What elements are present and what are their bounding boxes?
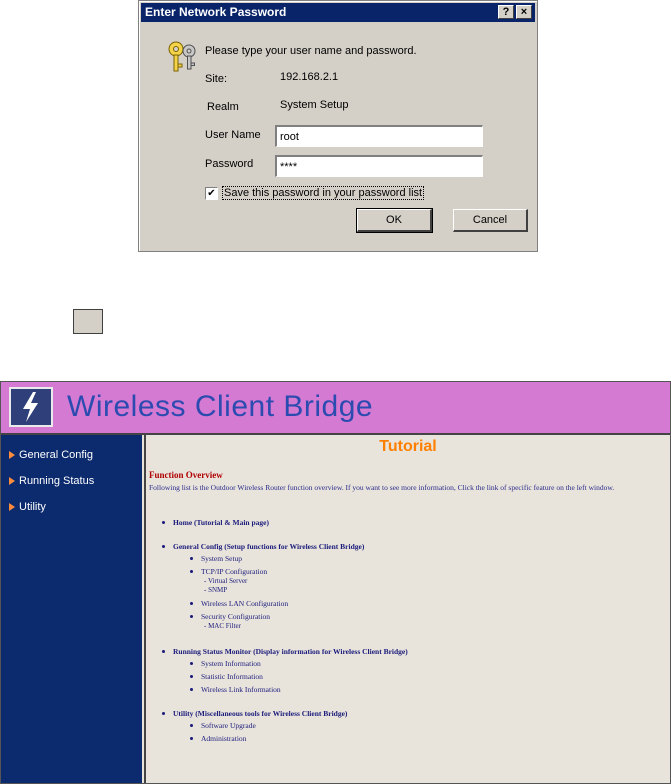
router-web-page — [0, 381, 671, 784]
lightning-logo-icon — [9, 387, 53, 427]
cancel-button[interactable]: Cancel — [453, 209, 528, 232]
site-label: Site: — [205, 73, 228, 85]
bullet-icon — [190, 602, 193, 605]
link-security-config[interactable] — [190, 612, 270, 621]
bullet-icon — [162, 521, 165, 524]
sidebar-item-label: General Config — [19, 449, 93, 461]
function-overview-description: Following list is the Outdoor Wireless Router function overview. If you want to see more information, Click the link of specific feature on the left window. — [149, 483, 615, 492]
gray-box — [73, 309, 103, 334]
link-administration[interactable] — [190, 734, 246, 743]
brand-title: Wireless Client Bridge — [67, 390, 374, 423]
link-text: System Information — [201, 659, 261, 668]
sidebar-item-label: Utility — [19, 501, 46, 513]
link-snmp[interactable]: - SNMP — [204, 586, 228, 594]
link-text: Wireless Link Information — [201, 685, 281, 694]
bullet-icon — [190, 662, 193, 665]
link-tcpip-config[interactable] — [190, 567, 267, 576]
bullet-icon — [190, 675, 193, 678]
ok-button[interactable]: OK — [357, 209, 432, 232]
link-system-information[interactable] — [190, 659, 261, 668]
link-general-config[interactable] — [162, 542, 364, 551]
sidebar-item-label: Running Status — [19, 475, 95, 487]
dialog-title: Enter Network Password — [145, 5, 287, 19]
login-dialog — [138, 0, 538, 252]
link-text: Running Status Monitor (Display information for Wireless Client Bridge) — [173, 647, 408, 656]
link-virtual-server[interactable]: - Virtual Server — [204, 577, 248, 585]
password-label: Password — [205, 158, 254, 170]
password-input[interactable] — [275, 155, 483, 177]
bullet-icon — [190, 615, 193, 618]
link-text: Wireless LAN Configuration — [201, 599, 289, 608]
link-text: Utility (Miscellaneous tools for Wireless Client Bridge) — [173, 709, 348, 718]
link-text: Statistic Information — [201, 672, 263, 681]
main-content — [144, 435, 670, 783]
link-text: Security Configuration — [201, 612, 270, 621]
header-banner — [1, 382, 670, 435]
close-button[interactable]: × — [516, 5, 532, 19]
sidebar-item-running-status[interactable] — [9, 475, 94, 487]
link-text: TCP/IP Configuration — [201, 567, 268, 576]
link-text: Home (Tutorial & Main page) — [173, 518, 269, 527]
link-home[interactable] — [162, 518, 269, 527]
link-software-upgrade[interactable] — [190, 721, 256, 730]
link-system-setup[interactable] — [190, 554, 242, 563]
username-label: User Name — [205, 129, 261, 141]
sidebar-item-utility[interactable] — [9, 501, 46, 513]
link-text: Software Upgrade — [201, 721, 256, 730]
link-wireless-link-information[interactable] — [190, 685, 281, 694]
dialog-titlebar[interactable] — [141, 3, 535, 22]
username-input[interactable] — [275, 125, 483, 147]
keys-icon — [165, 39, 201, 73]
save-password-label[interactable]: Save this password in your password list — [224, 187, 423, 199]
triangle-right-icon — [9, 503, 15, 511]
triangle-right-icon — [9, 477, 15, 485]
save-password-checkbox[interactable]: ✔ — [205, 187, 218, 200]
link-utility[interactable] — [162, 709, 347, 718]
bullet-icon — [162, 712, 165, 715]
help-button[interactable]: ? — [498, 5, 514, 19]
link-mac-filter[interactable]: - MAC Filter — [204, 622, 241, 630]
bullet-icon — [190, 557, 193, 560]
sidebar — [1, 435, 142, 783]
link-text: Administration — [201, 734, 247, 743]
link-text: General Config (Setup functions for Wireless Client Bridge) — [173, 542, 365, 551]
site-value: 192.168.2.1 — [280, 71, 339, 83]
link-running-status[interactable] — [162, 647, 408, 656]
bullet-icon — [162, 650, 165, 653]
bullet-icon — [190, 724, 193, 727]
bullet-icon — [190, 570, 193, 573]
link-wireless-lan-config[interactable] — [190, 599, 288, 608]
realm-label: Realm — [207, 101, 239, 113]
function-overview-heading: Function Overview — [149, 470, 223, 480]
realm-value: System Setup — [280, 99, 349, 111]
page-title: Tutorial — [379, 438, 437, 455]
sidebar-item-general-config[interactable] — [9, 449, 93, 461]
triangle-right-icon — [9, 451, 15, 459]
link-text: System Setup — [201, 554, 243, 563]
bullet-icon — [190, 688, 193, 691]
bullet-icon — [162, 545, 165, 548]
bullet-icon — [190, 737, 193, 740]
dialog-prompt: Please type your user name and password. — [205, 45, 417, 57]
link-statistic-information[interactable] — [190, 672, 263, 681]
